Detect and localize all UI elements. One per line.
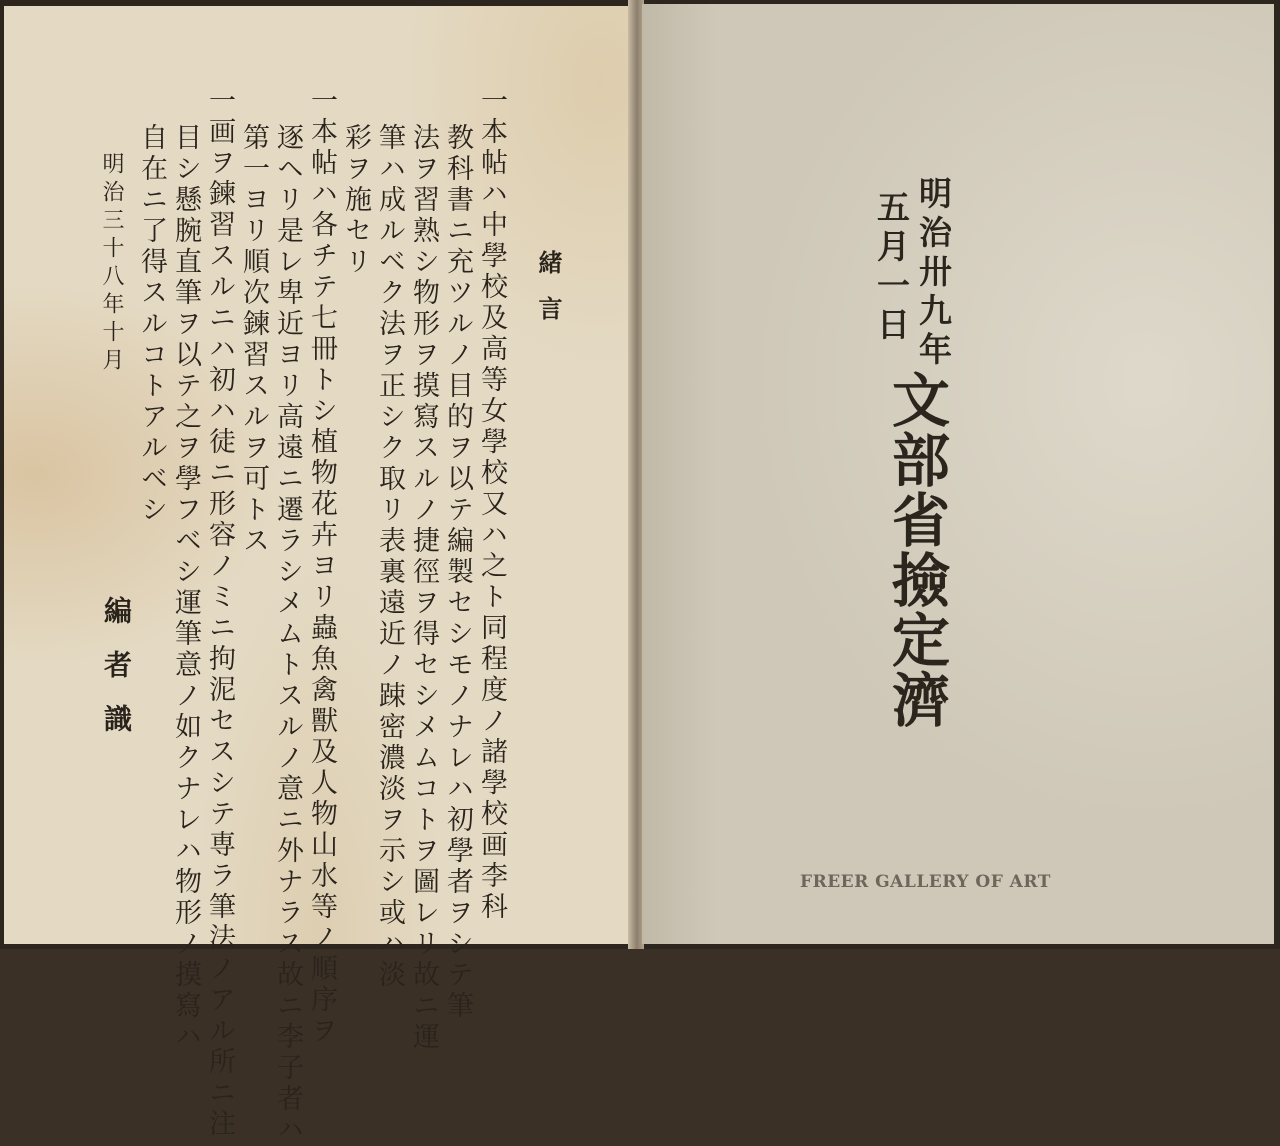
editor-signature: 編者識 xyxy=(100,596,133,758)
preface-line-4: 筆ハ成ルベク法ヲ正シク取リ表裏遠近ノ踈密濃淡ヲ示シ或ハ淡 xyxy=(374,123,405,991)
preface-line-1: 一本帖ハ中學校及高等女學校又ハ之ト同程度ノ諸學校画李科 xyxy=(476,86,507,923)
preface-line-6: 一本帖ハ各チテ七冊トシ植物花卉ヨリ蟲魚禽獸及人物山水等ノ順序ヲ xyxy=(306,86,337,1047)
preface-line-3: 法ヲ習熟シ物形ヲ摸寫スルノ捷徑ヲ得セシメムコトヲ圖レリ故ニ運 xyxy=(408,123,439,1053)
preface-line-11: 自在ニ了得スルコトアルベシ xyxy=(136,123,167,526)
preface-page xyxy=(4,6,632,1146)
preface-line-10: 目シ懸腕直筆ヲ以テ之ヲ學フベシ運筆意ノ如クナレハ物形ノ摸寫ハ xyxy=(170,123,201,1053)
preface-line-9: 一画ヲ鍊習スルニハ初ハ徒ニ形容ノミニ拘泥セスシテ専ラ筆法ノアル所ニ注 xyxy=(204,86,235,1140)
preface-heading: 緒言 xyxy=(534,250,563,342)
approval-date-line2: 五月一日 xyxy=(872,190,911,346)
preface-line-8: 第一ヨリ順次鍊習スルヲ可トス xyxy=(238,123,269,557)
approval-date-line1: 明治卅九年 xyxy=(914,176,953,371)
approval-page xyxy=(642,4,1274,944)
preface-line-2: 教科書ニ充ツルノ目的ヲ以テ編製セシモノナレハ初學者ヲシテ筆 xyxy=(442,123,473,1022)
preface-line-5: 彩ヲ施セリ xyxy=(340,123,371,278)
preface-date: 明治三十八年十月 xyxy=(99,152,124,376)
collection-stamp: FREER GALLERY OF ART xyxy=(800,872,1051,892)
preface-line-7: 逐ヘリ是レ卑近ヨリ高遠ニ遷ラシメムトスルノ意ニ外ナラス故ニ李子者ハ xyxy=(272,123,303,1146)
ministry-approval-text: 文部省撿定濟 xyxy=(882,370,950,730)
